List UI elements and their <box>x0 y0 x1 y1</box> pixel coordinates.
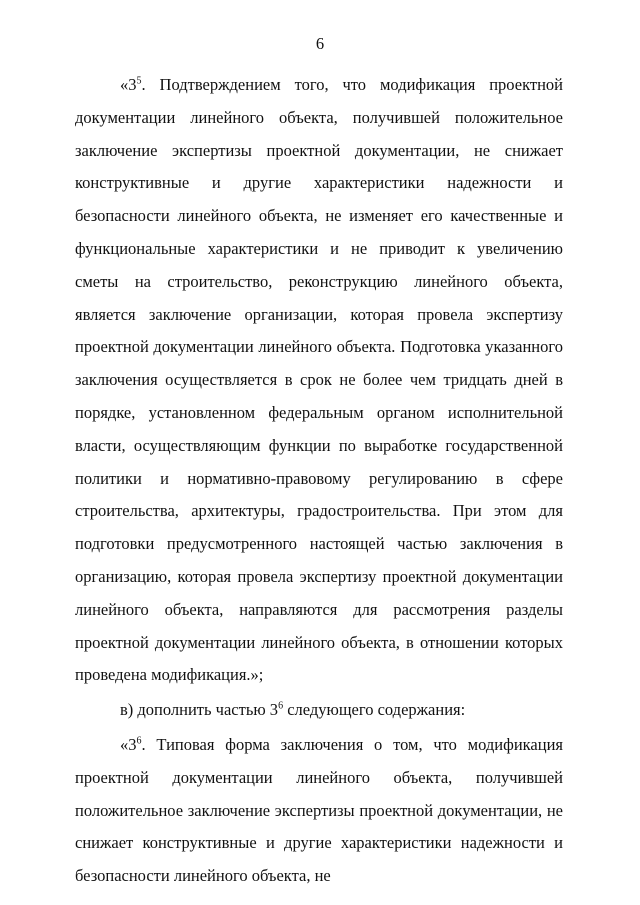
paragraph-part-3-5 <box>75 69 563 692</box>
part-superscript: 6 <box>278 700 284 712</box>
paragraph-text: . Типовая форма заключения о том, что модификация проектной документации линейного объекта, получившей положительное заключение экспертизы проектной документации, не снижает конструктивные и другие характеристики надежности и безопасности линейного объекта, не <box>75 734 563 886</box>
paragraph-amendment-v <box>75 694 563 727</box>
part-superscript: 5 <box>136 75 142 87</box>
paragraph-part-3-6 <box>75 729 563 893</box>
document-body <box>75 69 563 893</box>
paragraph-text: следующего содержания: <box>283 700 466 720</box>
opening-quote: « <box>120 734 129 754</box>
amendment-intro: в) дополнить частью 3 <box>120 700 279 720</box>
part-number: 3 <box>128 75 137 94</box>
page-number: 6 <box>315 34 325 53</box>
paragraph-text: . Подтверждением того, что модификация проектной документации линейного объекта, получившей положительное заключение экспертизы проектной документации, не снижает конструктивные и другие характеристики надежности и безопасности линейного объекта, не изменяет его качественные и функциональные характеристики и не приводит к увеличению сметы на строительство, реконструкцию линейного объекта, является заключение организации, которая провела экспертизу проектной документации линейного объекта. Подготовка указанного заключения осуществляется в срок не более чем тридцать дней в порядке, установленном федеральным органом исполнительной власти, осуществляющим функции по выработке государственной политики и нормативно-правовому регулированию в сфере строительства, архитектуры, градостроительства. При этом для подготовки предусмотренного настоящей частью заключения в организацию, которая провела экспертизу проектной документации линейного объекта, направляются для рассмотрения разделы проектной документации линейного объекта, в отношении которых проведена модификация.»; <box>75 75 563 685</box>
opening-quote: « <box>120 75 129 94</box>
part-number: 3 <box>128 734 137 754</box>
part-superscript: 6 <box>136 735 142 747</box>
